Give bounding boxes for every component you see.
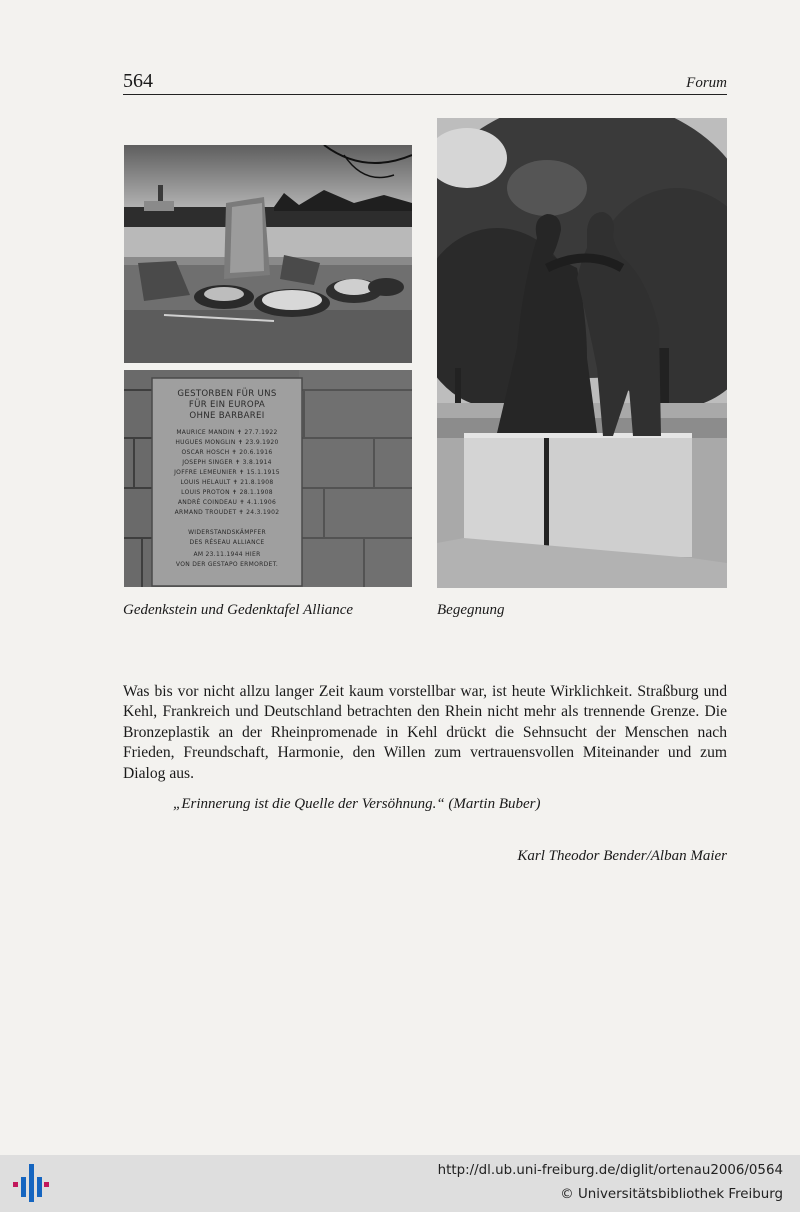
library-logo-icon xyxy=(10,1163,50,1203)
paragraph-text: Was bis vor nicht allzu langer Zeit kaum vorstellbar war, ist heute Wirklichkeit. Straßburg und Kehl, Frankreich und Deutschland betrachten den Rhein nicht mehr als trennende Grenze. Die Bronzeplastik an der Rheinpromenade in Kehl drückt die Sehnsucht der Menschen nach Frieden, Freundschaft, Harmonie, den Willen zum vertrauensvollen Miteinander und zum Dialog aus. xyxy=(123,683,727,782)
photo-caption-right: Begegnung xyxy=(437,602,505,618)
plaque-line: JOFFRE LEMEUNIER ✝ 15.1.1915 xyxy=(174,469,280,476)
plaque-line: OSCAR HOSCH ✝ 20.6.1916 xyxy=(181,449,273,456)
author-line: Karl Theodor Bender/Alban Maier xyxy=(517,848,727,864)
plaque-line: ARMAND TROUDET ✝ 24.3.1902 xyxy=(174,509,280,516)
copyright-notice: © Universitätsbibliothek Freiburg xyxy=(560,1187,783,1202)
plaque-line: LOUIS HELAULT ✝ 21.8.1908 xyxy=(180,479,274,486)
source-url-link[interactable]: http://dl.ub.uni-freiburg.de/diglit/ortenau2006/0564 xyxy=(437,1163,783,1178)
plaque-line: LOUIS PROTON ✝ 28.1.1908 xyxy=(181,489,273,496)
bronze-sculpture-photo xyxy=(437,118,727,588)
plaque-line: WIDERSTANDSKÄMPFER xyxy=(188,529,266,536)
footer-bar xyxy=(0,1155,800,1212)
photo-caption-left: Gedenkstein und Gedenktafel Alliance xyxy=(123,602,354,618)
page-number: 564 xyxy=(123,70,153,92)
memorial-plaque-photo xyxy=(124,370,412,587)
plaque-line: OHNE BARBAREI xyxy=(189,411,265,421)
quote: „Erinnerung ist die Quelle der Versöhnung.“ (Martin Buber) xyxy=(173,796,541,812)
plaque-line: FÜR EIN EUROPA xyxy=(188,400,266,410)
plaque-line: MAURICE MANDIN ✝ 27.7.1922 xyxy=(176,429,278,436)
plaque-line: DES RÉSEAU ALLIANCE xyxy=(189,539,265,546)
plaque-line: GESTORBEN FÜR UNS xyxy=(177,389,277,399)
section-title: Forum xyxy=(686,75,727,91)
plaque-line: ANDRÉ COINDEAU ✝ 4.1.1906 xyxy=(177,499,277,506)
body-paragraph xyxy=(123,682,727,784)
plaque-line: VON DER GESTAPO ERMORDET. xyxy=(175,561,279,568)
plaque-line: AM 23.11.1944 HIER xyxy=(193,551,261,558)
page-header xyxy=(123,70,727,95)
plaque-line: HUGUES MONGLIN ✝ 23.9.1920 xyxy=(175,439,279,446)
memorial-stone-photo xyxy=(124,145,412,363)
plaque-line: JOSEPH SINGER ✝ 3.8.1914 xyxy=(182,459,272,466)
